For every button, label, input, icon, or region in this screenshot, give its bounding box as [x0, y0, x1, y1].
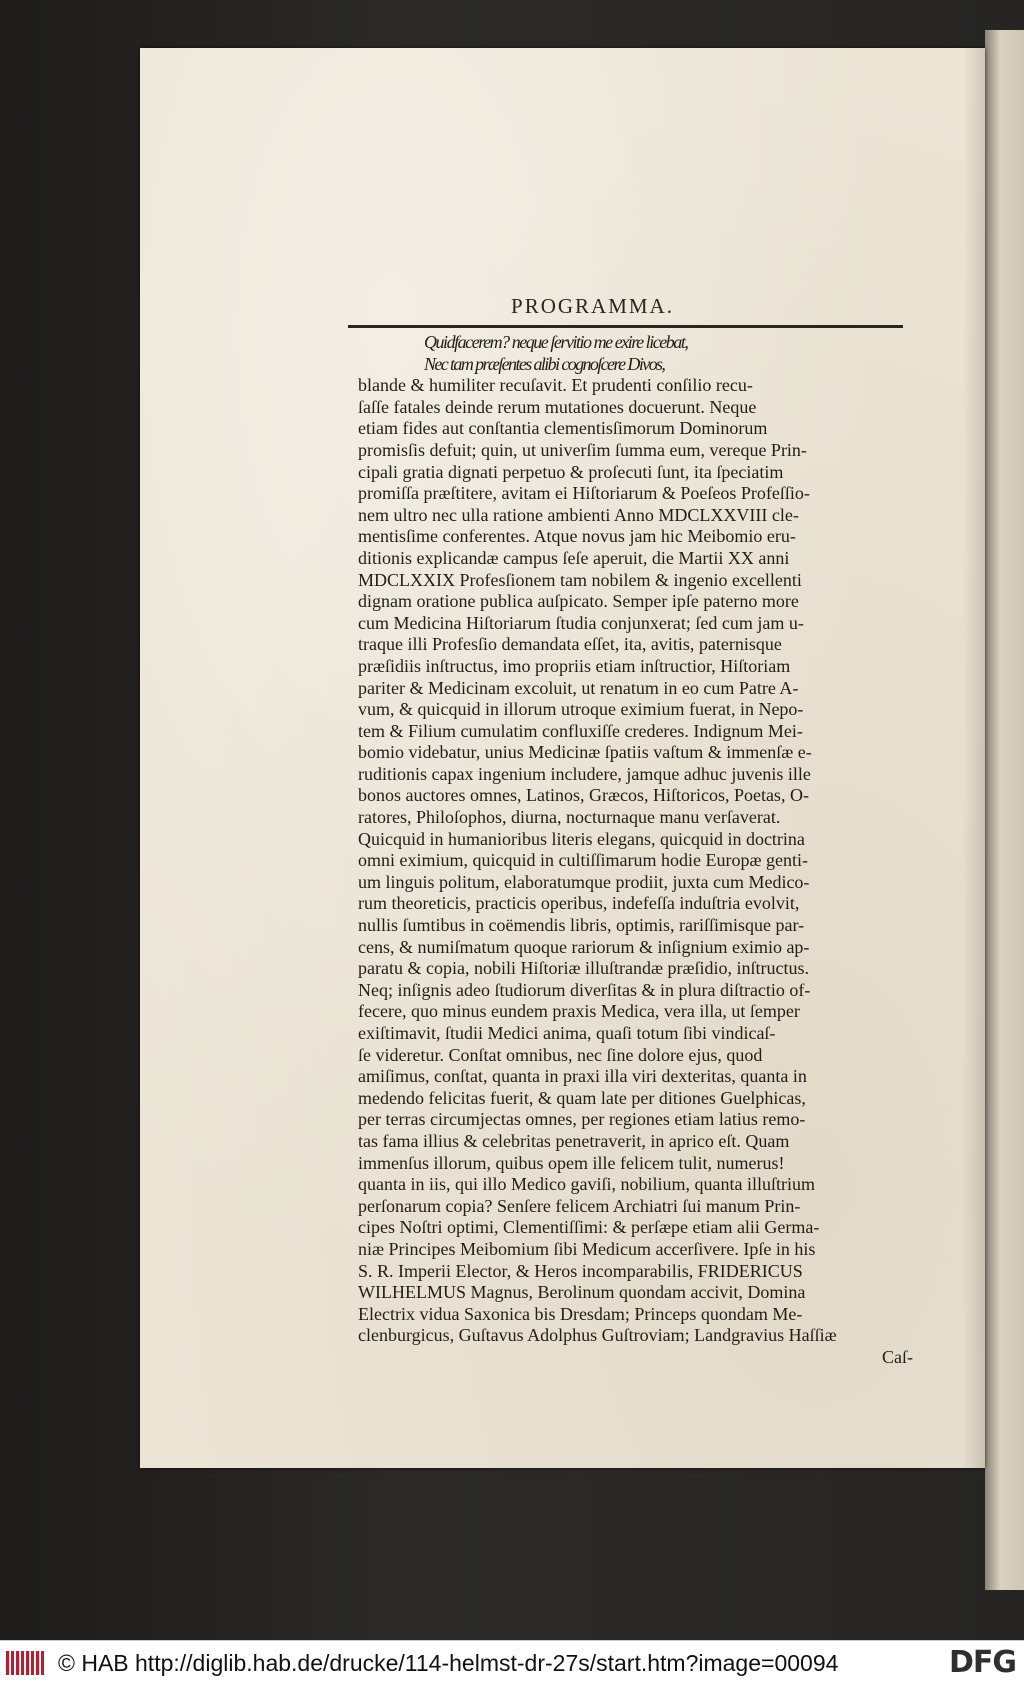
text-line: Neq; inſignis adeo ſtudiorum diverſitas & in plura diſtractio of-	[358, 979, 811, 1000]
copyright-link[interactable]: © HAB http://diglib.hab.de/drucke/114-helmst-dr-27s/start.htm?image=00094	[58, 1650, 839, 1676]
text-line: exiſtimavit, ſtudii Medici anima, quaſi totum ſibi vindicaſ-	[358, 1023, 776, 1043]
text-line: quanta in iis, qui illo Medico gaviſi, nobilium, quanta illuſtrium	[358, 1174, 815, 1195]
text-line: clenburgicus, Guſtavus Adolphus Guſtroviam; Landgravius Haſſiæ	[358, 1325, 837, 1346]
text-line: nem ultro nec ulla ratione ambienti Anno MDCLXXVIII cle-	[358, 504, 799, 525]
text-line: dignam oratione publica auſpicato. Semper ipſe paterno more	[358, 591, 799, 612]
dfg-logo: DFG	[948, 1645, 1016, 1680]
text-line: cum Medicina Hiſtoriarum ſtudia conjunxerat; ſed cum jam u-	[358, 612, 804, 633]
text-line: pariter & Medicinam excoluit, ut renatum in eo cum Patre A-	[358, 677, 799, 698]
text-line: ditionis explicandæ campus ſeſe aperuit, die Martii XX anni	[358, 547, 790, 568]
text-line: tem & Filium cumulatim confluxiſſe crederes. Indignum Mei-	[358, 720, 803, 741]
text-line: Quicquid in humanioribus literis elegans, quicquid in doctrina	[358, 828, 805, 849]
text-line: mentisſime conferentes. Atque novus jam hic Meibomio eru-	[358, 526, 796, 547]
text-line: ſe videretur. Conſtat omnibus, nec ſine dolore ejus, quod	[358, 1044, 763, 1065]
page-edge-right	[985, 30, 1024, 1590]
text-line: fecere, quo minus eundem praxis Medica, vera illa, ut ſemper	[358, 1001, 800, 1022]
text-line: S. R. Imperii Elector, & Heros incomparabilis, FRIDERICUS	[358, 1260, 803, 1281]
text-line: cipali gratia dignati perpetuo & proſecuti ſunt, ita ſpeciatim	[358, 461, 784, 482]
text-line: Nec tam præſentes alibi cognoſcere Divos,	[424, 353, 665, 374]
text-line: medendo felicitas fuerit, & quam late per ditiones Guelphicas,	[358, 1087, 806, 1108]
text-line: promisſis defuit; quin, ut univerſim ſumma eum, vereque Prin-	[358, 439, 807, 460]
text-line: blande & humiliter recuſavit. Et prudenti conſilio recu-	[358, 375, 753, 396]
text-line: um linguis politum, elaboratumque prodiit, juxta cum Medico-	[358, 871, 810, 892]
text-line: Caſ-	[882, 1346, 913, 1367]
running-head: PROGRAMMA.	[511, 294, 674, 318]
text-line: ſaſſe fatales deinde rerum mutationes docuerunt. Neque	[358, 396, 757, 417]
text-line: tas fama illius & celebritas penetraverit, in aprico eſt. Quam	[358, 1130, 790, 1151]
text-line: cens, & numiſmatum quoque rariorum & inſignium eximio ap-	[358, 936, 810, 957]
text-line: omni eximium, quicquid in cultiſſimarum hodie Europæ genti-	[358, 850, 808, 871]
text-line: immenſus illorum, quibus opem ille felicem tulit, numerus!	[358, 1152, 785, 1173]
hab-logo-icon	[6, 1651, 46, 1675]
text-line: paratu & copia, nobili Hiſtoriæ illuſtrandæ præſidio, inſtructus.	[358, 958, 809, 979]
text-line: ruditionis capax ingenium includere, jamque adhuc juvenis ille	[358, 763, 811, 784]
text-line: cipes Noſtri optimi, Clementiſſimi: & perſæpe etiam alii Germa-	[358, 1217, 820, 1238]
text-line: perſonarum copia? Senſere felicem Archiatri ſui manum Prin-	[358, 1195, 801, 1216]
text-line: promiſſa præſtitere, avitam ei Hiſtoriarum & Poeſeos Profeſſio-	[358, 483, 810, 504]
text-line: niæ Principes Meibomium ſibi Medicum accerſivere. Ipſe in his	[358, 1238, 816, 1259]
text-line: WILHELMUS Magnus, Berolinum quondam accivit, Domina	[358, 1282, 806, 1303]
text-line: ratores, Philoſophos, diurna, nocturnaque manu verſaverat.	[358, 807, 781, 828]
text-line: MDCLXXIX Profesſionem tam nobilem & ingenio excellenti	[358, 569, 802, 590]
page-curve-shadow	[963, 48, 985, 1468]
text-line: bonos auctores omnes, Latinos, Græcos, Hiſtoricos, Poetas, O-	[358, 785, 809, 806]
text-line: etiam fides aut conſtantia clementisſimorum Dominorum	[358, 418, 768, 439]
text-line: Quidfacerem? neque ſervitio me exire licebat,	[424, 332, 688, 352]
text-line: traque illi Profesſio demandata eſſet, ita, avitis, paternisque	[358, 634, 782, 655]
footer-bar	[0, 1640, 1024, 1684]
header-rule	[348, 325, 903, 328]
text-line: vum, & quicquid in illorum utroque eximium fuerat, in Nepo-	[358, 699, 804, 720]
text-line: Electrix vidua Saxonica bis Dresdam; Princeps quondam Me-	[358, 1303, 803, 1324]
text-line: amiſimus, conſtat, quanta in praxi illa viri dexteritas, quanta in	[358, 1066, 807, 1087]
text-line: bomio videbatur, unius Medicinæ ſpatiis vaſtum & immenſæ e-	[358, 742, 812, 763]
body-text	[358, 332, 913, 1369]
text-line: rum theoreticis, practicis operibus, indefeſſa induſtria evolvit,	[358, 893, 800, 914]
text-line: nullis ſumtibus in coëmendis libris, optimis, rariſſimisque par-	[358, 915, 805, 936]
text-line: per terras circumjectas omnes, per regiones etiam latius remo-	[358, 1109, 806, 1130]
text-line: præſidiis inſtructus, imo propriis etiam inſtructior, Hiſtoriam	[358, 655, 791, 676]
book-page	[140, 48, 985, 1468]
